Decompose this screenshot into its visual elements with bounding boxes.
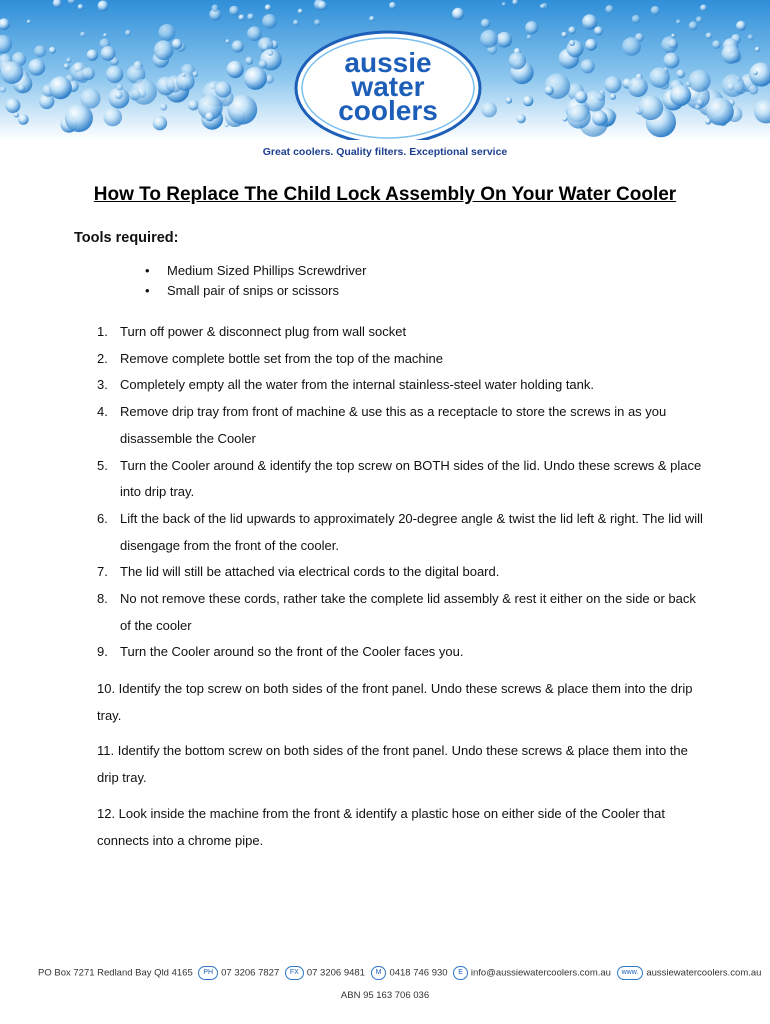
water-droplet xyxy=(700,5,707,12)
water-droplet xyxy=(604,76,621,93)
water-droplet xyxy=(182,73,186,77)
mobile-tag: M xyxy=(371,966,387,980)
step-item xyxy=(97,453,707,506)
water-droplet xyxy=(101,46,116,61)
footer-mobile: 0418 746 930 xyxy=(389,967,448,979)
water-droplet xyxy=(245,57,253,65)
fax-tag: FX xyxy=(285,966,304,980)
water-droplet xyxy=(247,26,262,41)
water-droplet xyxy=(225,123,229,127)
water-droplet xyxy=(18,85,25,92)
email-tag: E xyxy=(453,966,468,980)
water-droplet xyxy=(585,39,597,51)
water-droplet xyxy=(188,100,199,111)
water-droplet xyxy=(689,21,698,30)
tools-list xyxy=(145,261,366,300)
water-droplet xyxy=(581,59,595,73)
footer-fax: 07 3206 9481 xyxy=(306,967,365,979)
water-droplet xyxy=(65,104,93,132)
water-droplet xyxy=(712,40,721,49)
water-droplet xyxy=(676,20,681,25)
water-droplet-banner xyxy=(0,0,770,140)
water-droplet xyxy=(481,19,490,28)
step-text: Turn the Cooler around so the front of the Cooler faces you. xyxy=(120,644,464,660)
water-droplet xyxy=(314,19,320,25)
step-number: 7. xyxy=(97,564,108,580)
water-droplet xyxy=(540,4,545,9)
step-number: 9. xyxy=(97,644,108,660)
water-droplet xyxy=(638,95,663,120)
water-droplet xyxy=(27,20,31,24)
water-droplet xyxy=(722,74,745,97)
water-droplet xyxy=(523,96,534,107)
step-number: 8. xyxy=(97,591,108,607)
water-droplet xyxy=(525,21,538,34)
logo-line-3: coolers xyxy=(338,95,438,126)
phone-tag: PH xyxy=(198,966,218,980)
droplets-graphic xyxy=(0,0,770,140)
tools-heading: Tools required: xyxy=(74,230,179,246)
water-droplet xyxy=(215,81,231,97)
step-text: Remove complete bottle set from the top of the machine xyxy=(120,350,444,366)
water-droplet xyxy=(563,117,568,122)
water-droplet xyxy=(28,59,45,76)
water-droplet xyxy=(569,40,575,46)
water-droplet xyxy=(103,108,122,127)
water-droplet xyxy=(5,98,20,113)
step-text: Lift the back of the lid upwards to approximately 20-degree angle & twist the lid left & right. The lid will disengage from the front of the cooler. xyxy=(120,510,703,553)
water-droplet xyxy=(676,69,685,78)
step-item xyxy=(97,399,707,452)
water-droplet xyxy=(34,45,46,57)
water-droplet xyxy=(721,45,740,64)
water-droplet xyxy=(229,6,239,16)
water-droplet xyxy=(605,5,613,13)
water-droplet xyxy=(80,32,86,38)
water-droplet xyxy=(509,52,526,69)
step-item xyxy=(97,559,707,586)
water-droplet xyxy=(211,4,218,11)
tool-item: • Small pair of snips or scissors xyxy=(145,281,366,301)
water-droplet xyxy=(103,33,107,37)
water-droplet xyxy=(244,67,267,90)
step-text: Remove drip tray from front of machine & use this as a receptacle to store the screws in as you disassemble the Cooler xyxy=(120,404,667,446)
step-item xyxy=(97,372,707,399)
step-item xyxy=(97,346,707,373)
step-text: The lid will still be attached via electrical cords to the digital board. xyxy=(120,564,500,580)
water-droplet xyxy=(49,47,56,54)
water-droplet xyxy=(262,14,277,29)
steps-list xyxy=(97,319,707,666)
step-number: 2. xyxy=(97,350,108,366)
water-droplet xyxy=(753,71,757,75)
water-droplet xyxy=(527,35,532,40)
footer-abn: ABN 95 163 706 036 xyxy=(340,990,430,1001)
step-number: 4. xyxy=(97,404,108,420)
water-droplet xyxy=(568,27,576,35)
water-droplet xyxy=(582,14,597,29)
tool-item: • Medium Sized Phillips Screwdriver xyxy=(145,261,366,281)
water-droplet xyxy=(670,85,691,106)
water-droplet xyxy=(668,39,677,48)
water-droplet xyxy=(293,20,299,26)
water-droplet xyxy=(153,116,167,130)
step-text: Turn off power & disconnect plug from wall socket xyxy=(120,324,407,339)
water-droplet xyxy=(389,2,396,9)
step-item xyxy=(97,639,707,666)
water-droplet xyxy=(205,112,214,121)
water-droplet xyxy=(192,71,198,77)
step-item xyxy=(97,586,707,639)
footer-address: PO Box 7271 Redland Bay Qld 4165 xyxy=(38,967,193,979)
water-droplet xyxy=(247,13,254,20)
water-droplet xyxy=(87,49,98,60)
water-droplet xyxy=(749,85,759,95)
brand-tagline: Great coolers. Quality filters. Exceptional service xyxy=(262,146,508,158)
water-droplet xyxy=(610,93,616,99)
step-text: No not remove these cords, rather take the complete lid assembly & rest it either on the side or back of the cooler xyxy=(120,591,696,633)
water-droplet xyxy=(298,9,303,14)
water-droplet xyxy=(575,91,587,103)
footer-website[interactable]: aussiewatercoolers.com.au xyxy=(646,967,762,979)
water-droplet xyxy=(115,91,123,99)
water-droplet xyxy=(239,15,245,21)
water-droplet xyxy=(502,2,506,6)
water-droplet xyxy=(705,118,712,125)
step-paragraph-10: 10. Identify the top screw on both sides of the front panel. Undo these screws & place them into the drip tray. xyxy=(97,681,693,723)
step-number: 6. xyxy=(97,510,108,526)
water-droplet xyxy=(64,63,70,69)
water-droplet xyxy=(632,15,641,24)
water-droplet xyxy=(481,102,497,118)
water-droplet xyxy=(706,33,713,40)
water-droplet xyxy=(755,47,760,52)
water-droplet xyxy=(66,58,71,63)
water-droplet xyxy=(227,61,244,78)
step-number: 1. xyxy=(97,324,108,339)
water-droplet xyxy=(480,30,498,48)
step-item xyxy=(97,506,707,559)
water-droplet xyxy=(18,114,29,125)
water-droplet xyxy=(688,70,710,92)
water-droplet xyxy=(594,26,603,35)
water-droplet xyxy=(117,84,123,90)
water-droplet xyxy=(369,16,374,21)
water-droplet xyxy=(258,60,267,69)
water-droplet xyxy=(517,114,526,123)
water-droplet xyxy=(106,66,123,83)
water-droplet xyxy=(696,16,703,23)
step-number: 5. xyxy=(97,457,108,473)
water-droplet xyxy=(561,32,567,38)
water-droplet xyxy=(125,30,131,36)
water-droplet xyxy=(232,40,244,52)
water-droplet xyxy=(265,4,271,10)
water-droplet xyxy=(497,32,513,48)
step-text: Turn the Cooler around & identify the top screw on BOTH sides of the lid. Undo these screws & place into drip tray. xyxy=(120,457,702,500)
water-droplet xyxy=(671,34,675,38)
water-droplet xyxy=(452,8,464,20)
water-droplet xyxy=(172,39,183,50)
water-droplet xyxy=(154,40,174,60)
water-droplet xyxy=(160,103,167,110)
water-droplet xyxy=(82,67,95,80)
water-droplet xyxy=(267,50,273,56)
water-droplet xyxy=(226,39,230,43)
step-text: Completely empty all the water from the internal stainless-steel water holding tank. xyxy=(120,377,594,393)
web-tag: www. xyxy=(617,966,644,980)
water-droplet xyxy=(545,86,554,95)
footer-email[interactable]: info@aussiewatercoolers.com.au xyxy=(470,967,611,979)
water-droplet xyxy=(622,37,641,56)
water-droplet xyxy=(748,34,754,40)
water-droplet xyxy=(78,4,84,10)
step-paragraph-12: 12. Look inside the machine from the front & identify a plastic hose on either side of the Cooler that connects into a chrome pipe. xyxy=(97,806,665,848)
water-droplet xyxy=(98,1,109,12)
step-paragraph-11: 11. Identify the bottom screw on both sides of the front panel. Undo these screws & place them into the drip tray. xyxy=(97,743,688,785)
water-droplet xyxy=(628,77,648,97)
step-item xyxy=(97,319,707,346)
water-droplet xyxy=(584,90,605,111)
water-droplet xyxy=(506,97,513,104)
water-droplet xyxy=(736,21,746,31)
water-droplet xyxy=(592,111,607,126)
document-title: How To Replace The Child Lock Assembly On Your Water Cooler xyxy=(93,184,677,205)
logo-line-1: aussie xyxy=(344,47,432,78)
water-droplet xyxy=(14,112,19,117)
footer-contact xyxy=(38,966,761,980)
water-droplet xyxy=(1,61,24,84)
step-number: 3. xyxy=(97,377,108,393)
water-droplet xyxy=(158,24,175,41)
water-droplet xyxy=(649,67,670,88)
water-droplet xyxy=(318,1,327,10)
water-droplet xyxy=(696,99,704,107)
water-droplet xyxy=(131,79,157,105)
logo-line-2: water xyxy=(351,71,425,102)
footer-phone: 07 3206 7827 xyxy=(221,967,280,979)
water-droplet xyxy=(664,53,680,69)
water-droplet xyxy=(651,6,660,15)
water-droplet xyxy=(49,76,72,99)
